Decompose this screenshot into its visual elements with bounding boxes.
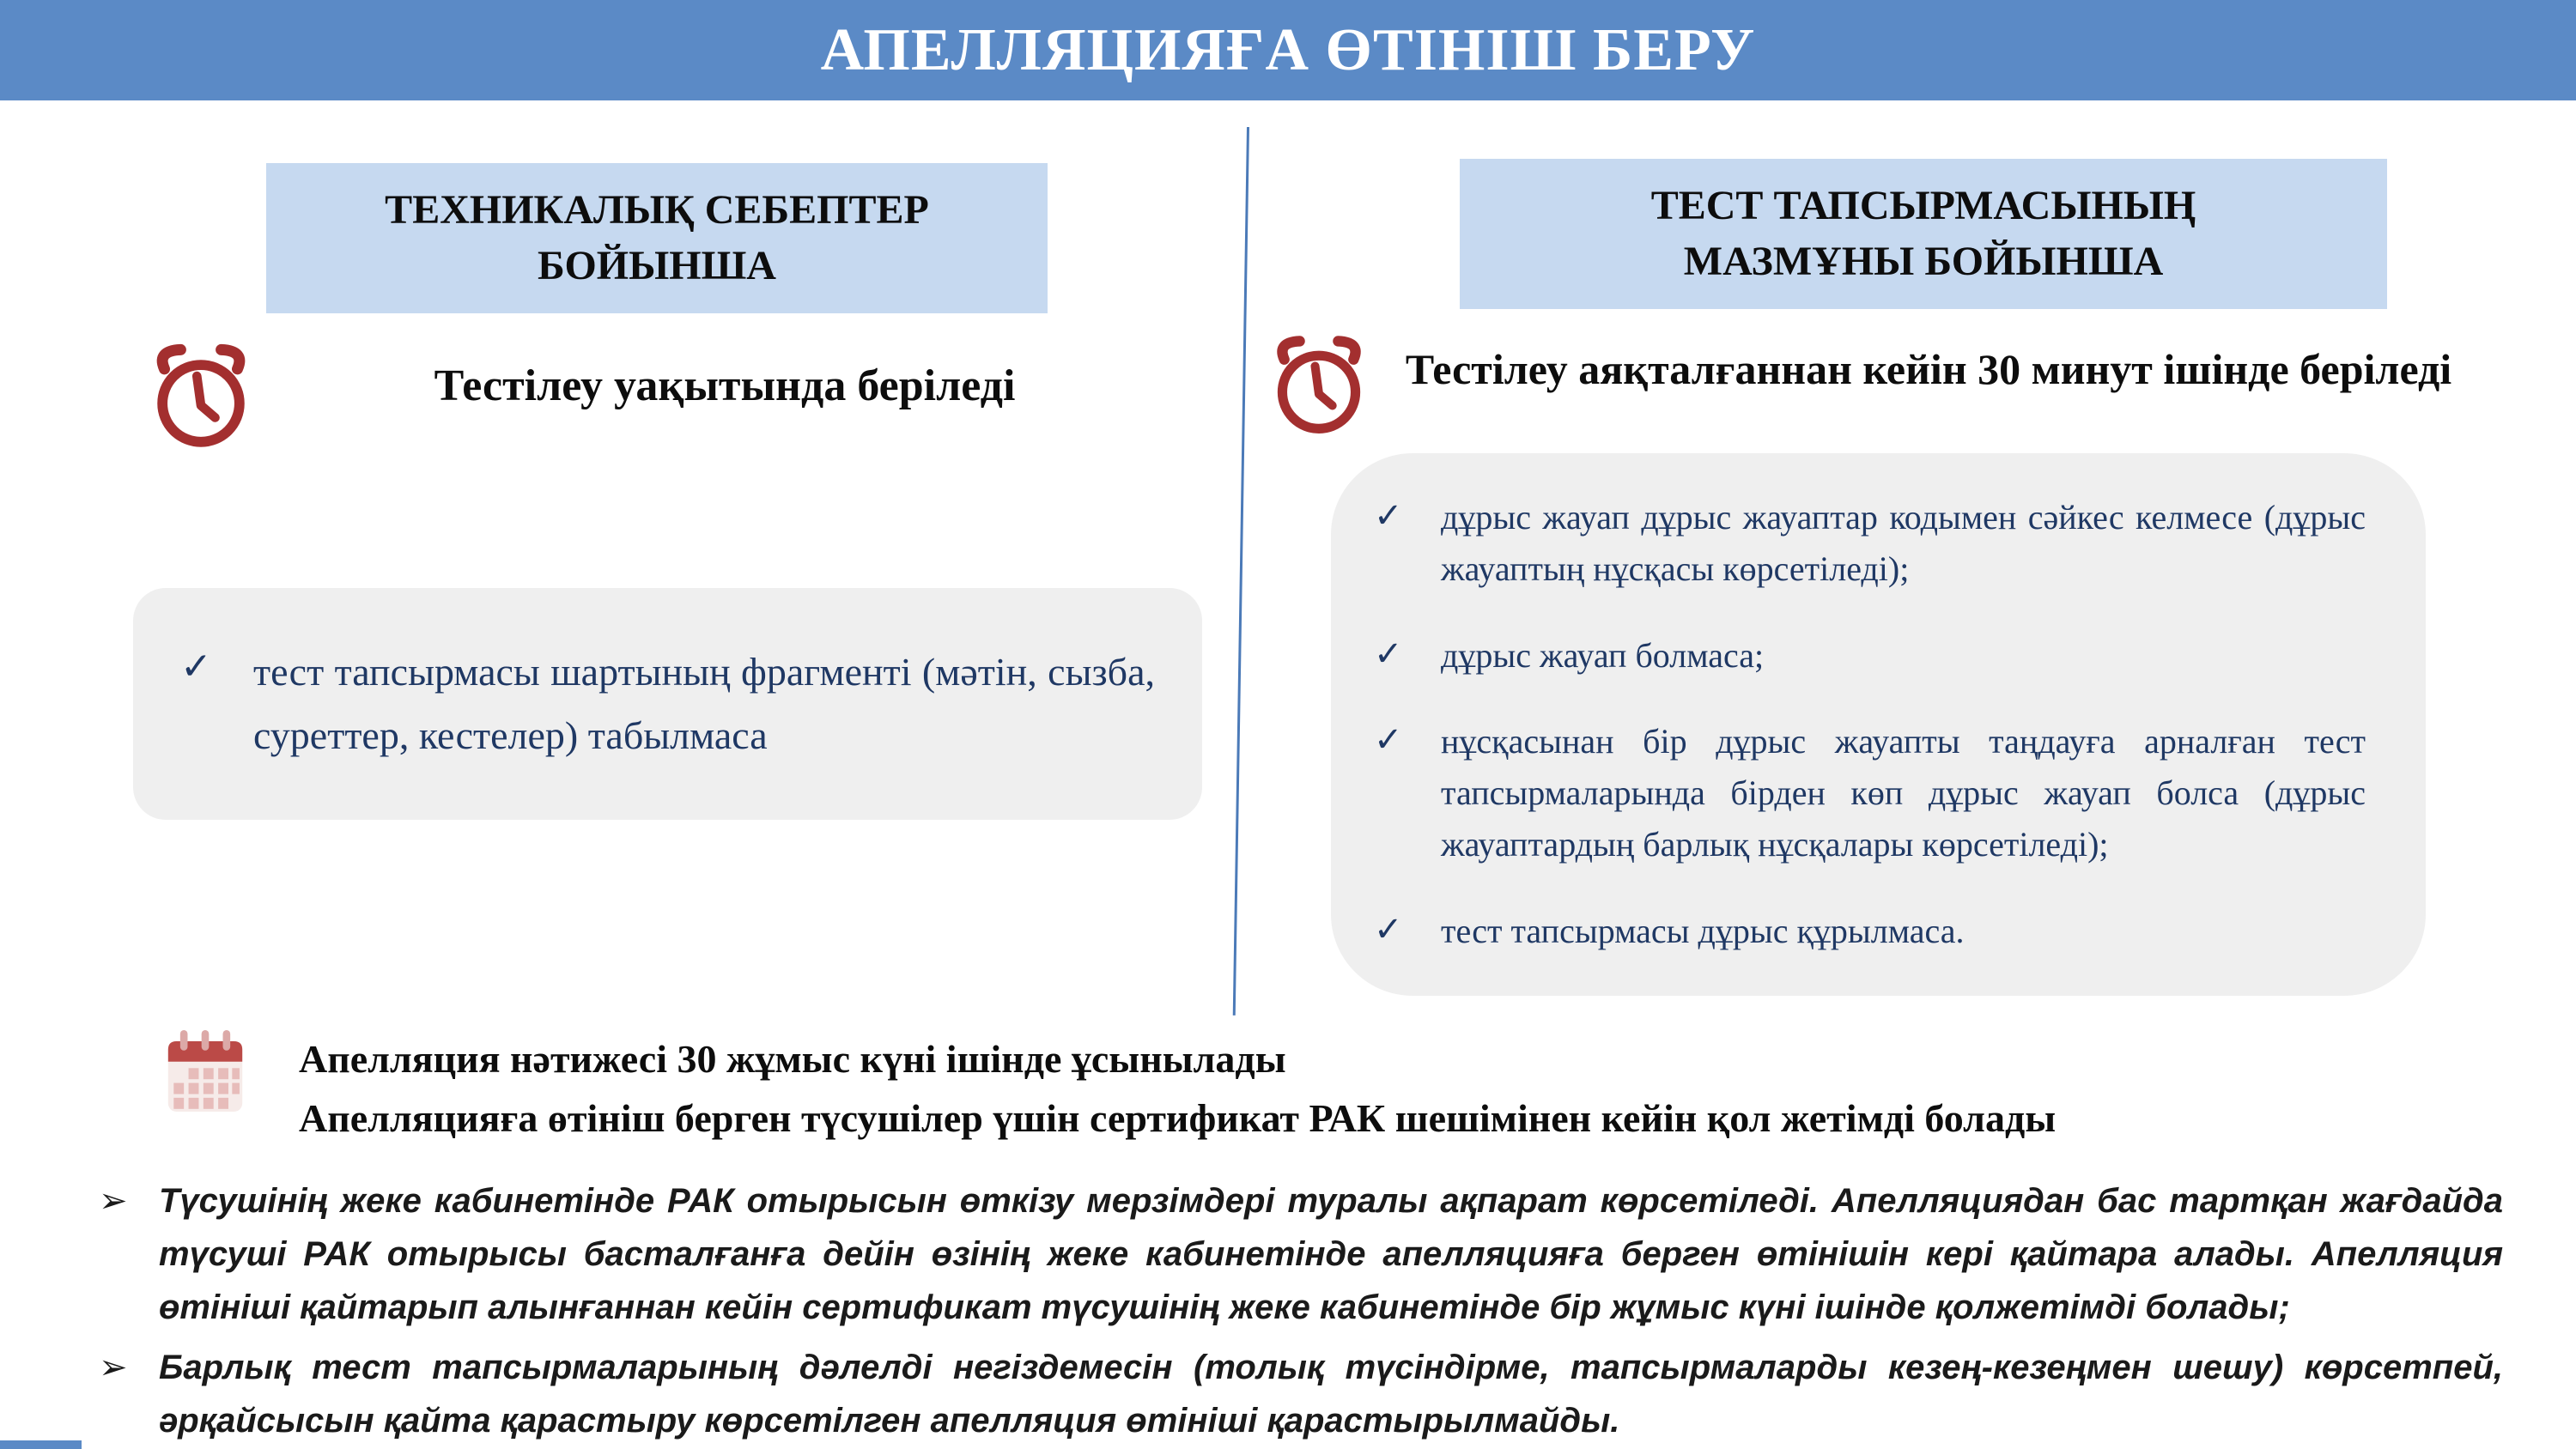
- left-timing-row: [150, 342, 1198, 464]
- footnotes: [99, 1174, 2503, 1449]
- check-item-text: тест тапсырмасы шартының фрагменті (мәтін, сызба, суреттер, кестелер) табылмаса: [253, 650, 1155, 757]
- check-list-item: [1374, 906, 2366, 957]
- alarm-clock-icon: [1271, 333, 1367, 451]
- footnote-text: Түсушінің жеке кабинетінде РАК отырысын өткізу мерзімдері туралы ақпарат көрсетіледі. Апелляциядан бас тартқан жағдайда түсуші РАК отырысы басталғанға дейін өзінің жеке кабинетінде апелляцияға берген өтінішін кері қайтара алады. Апелляция өтініші қайтарып алынғаннан кейін сертификат түсушінің жеке кабинетінде бір жұмыс күні ішінде қолжетімді болады;: [159, 1182, 2503, 1326]
- check-item-text: дұрыс жауап дұрыс жауаптар кодымен сәйкес келмесе (дұрыс жауаптың нұсқасы көрсетіледі);: [1441, 498, 2366, 588]
- left-reasons-box: [133, 588, 1202, 820]
- bottom-left-strip: [0, 1440, 82, 1449]
- check-list-item: [1374, 492, 2366, 595]
- check-list-item: [1374, 630, 2366, 682]
- right-timing-text: Тестілеу аяқталғаннан кейін 30 минут ішінде беріледі: [1405, 345, 2452, 393]
- arrow-bullet-icon: ➢: [99, 1182, 128, 1220]
- left-column-header-label: ТЕХНИКАЛЫҚ СЕБЕПТЕР БОЙЫНША: [385, 186, 929, 288]
- result-note-row: [159, 1026, 2529, 1148]
- check-icon: ✓: [1374, 720, 1403, 761]
- footnote-item: [99, 1341, 2503, 1447]
- check-item-text: тест тапсырмасы дұрыс құрылмаса.: [1441, 911, 1965, 950]
- page-title: АПЕЛЛЯЦИЯҒА ӨТІНІШ БЕРУ: [820, 16, 1756, 83]
- right-column-header-label: ТЕСТ ТАПСЫРМАСЫНЫҢ МАЗМҰНЫ БОЙЫНША: [1650, 182, 2196, 284]
- arrow-bullet-icon: ➢: [99, 1349, 128, 1386]
- alarm-clock-icon: [150, 342, 252, 464]
- right-column-header: [1460, 159, 2387, 309]
- column-divider: [1233, 127, 1249, 1016]
- result-note-text: [299, 1029, 2529, 1148]
- check-list-item: [1374, 716, 2366, 870]
- left-column-header: [266, 163, 1048, 313]
- result-note-line2: Апелляцияға өтініш берген түсушілер үшін сертификат РАК шешімінен кейін қол жетімді болады: [299, 1096, 2057, 1140]
- right-timing-row: [1271, 333, 2490, 451]
- check-item-text: нұсқасынан бір дұрыс жауапты таңдауға арналған тест тапсырмаларында бірден көп дұрыс жауап болса (дұрыс жауаптардың барлық нұсқалары көрсетіледі);: [1441, 722, 2366, 864]
- check-icon: ✓: [180, 645, 212, 689]
- check-icon: ✓: [1374, 496, 1403, 536]
- footnote-text: Барлық тест тапсырмаларының дәлелді негіздемесін (толық түсіндірме, тапсырмаларды кезең-кезеңмен шешу) көрсетпей, әрқайсысын қайта қарастыру көрсетілген апелляция өтініші қарастырылмайды.: [159, 1349, 2503, 1440]
- check-list-item: [180, 640, 1155, 767]
- left-timing-text: Тестілеу уақытында беріледі: [434, 361, 1016, 410]
- check-item-text: дұрыс жауап болмаса;: [1441, 635, 1765, 675]
- result-note-line1: Апелляция нәтижесі 30 жұмыс күні ішінде ұсынылады: [299, 1037, 1286, 1081]
- title-bar: [0, 0, 2576, 100]
- calendar-icon: [159, 1026, 252, 1131]
- check-icon: ✓: [1374, 909, 1403, 949]
- right-reasons-box: [1331, 453, 2426, 996]
- footnote-item: [99, 1174, 2503, 1334]
- check-icon: ✓: [1374, 634, 1403, 674]
